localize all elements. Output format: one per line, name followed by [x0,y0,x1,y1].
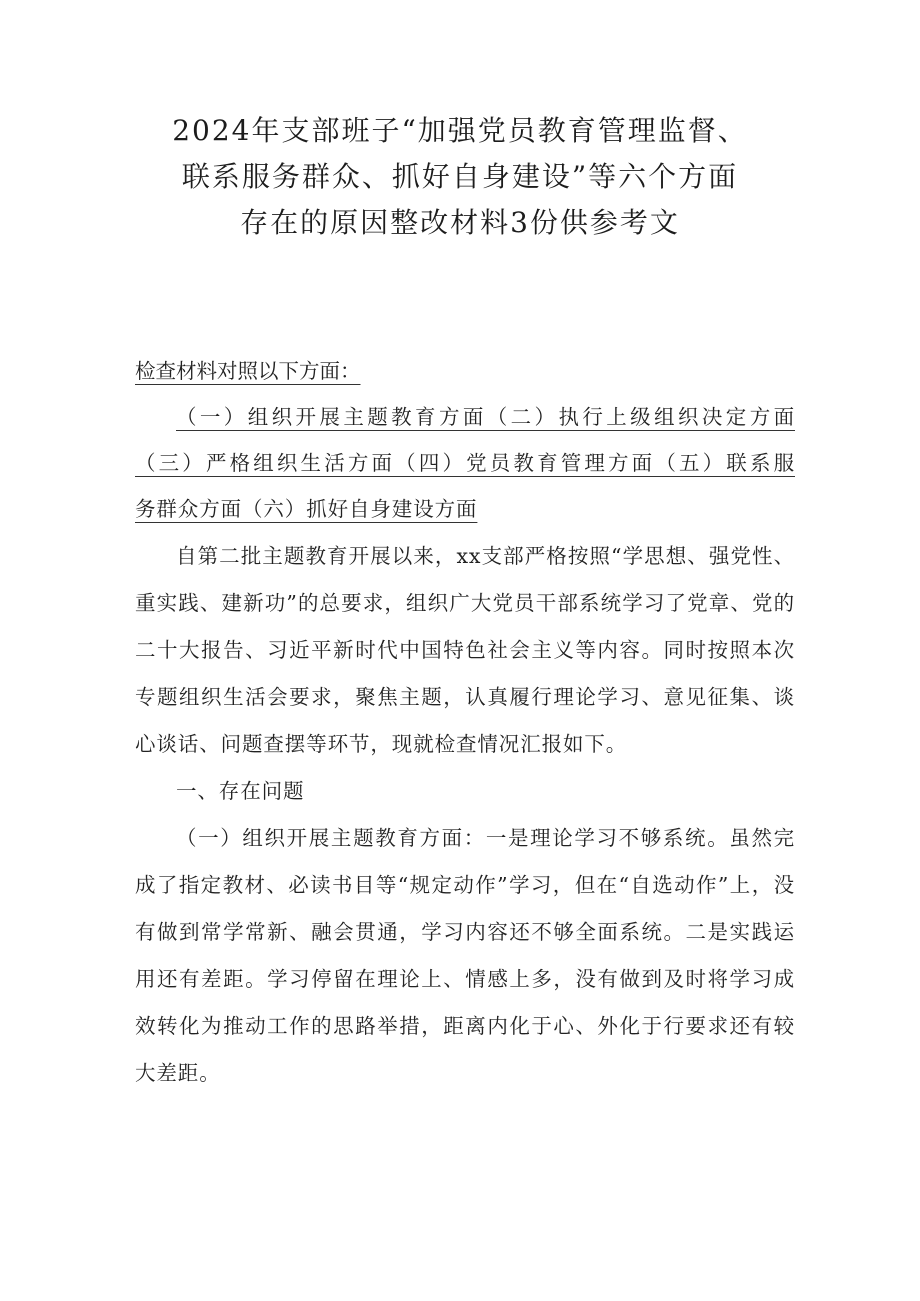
aspects-line [135,394,795,440]
aspects-line [135,486,795,532]
section-heading: 一、存在问题 [176,779,305,803]
title-line: 联系服务群众、抓好自身建设”等六个方面 [181,160,739,193]
aspects-line [135,440,795,486]
aspects-text: 务群众方面（六）抓好自身建设方面 [135,497,478,521]
document-body [135,348,795,1097]
aspects-text: （一）组织开展主题教育方面（二）执行上级组织决定方面 [176,405,795,429]
title-line: 2024年支部班子“加强党员教育管理监督、 [172,114,748,147]
title-line: 存在的原因整改材料3份供参考文 [240,206,680,239]
intro-paragraph: 自第二批主题教育开展以来，xx支部严格按照“学思想、强党性、重实践、建新功”的总要求，组织广大党员干部系统学习了党章、党的二十大报告、习近平新时代中国特色社会主义等内容。同时按照本次专题组织生活会要求，聚焦主题，认真履行理论学习、意见征集、谈心谈话、问题查摆等环节，现就检查情况汇报如下。 [135,544,795,756]
document-title [100,108,820,246]
aspects-text: （三）严格组织生活方面（四）党员教育管理方面（五）联系服 [135,451,795,475]
issue-paragraph: （一）组织开展主题教育方面：一是理论学习不够系统。虽然完成了指定教材、必读书目等“规定动作”学习，但在“自选动作”上，没有做到常学常新、融会贯通，学习内容还不够全面系统。二是实践运用还有差距。学习停留在理论上、情感上多，没有做到及时将学习成效转化为推动工作的思路举措，距离内化于心、外化于行要求还有较大差距。 [135,826,795,1085]
aspects-intro: 检查材料对照以下方面： [135,359,361,383]
aspects-intro-line [135,348,795,394]
